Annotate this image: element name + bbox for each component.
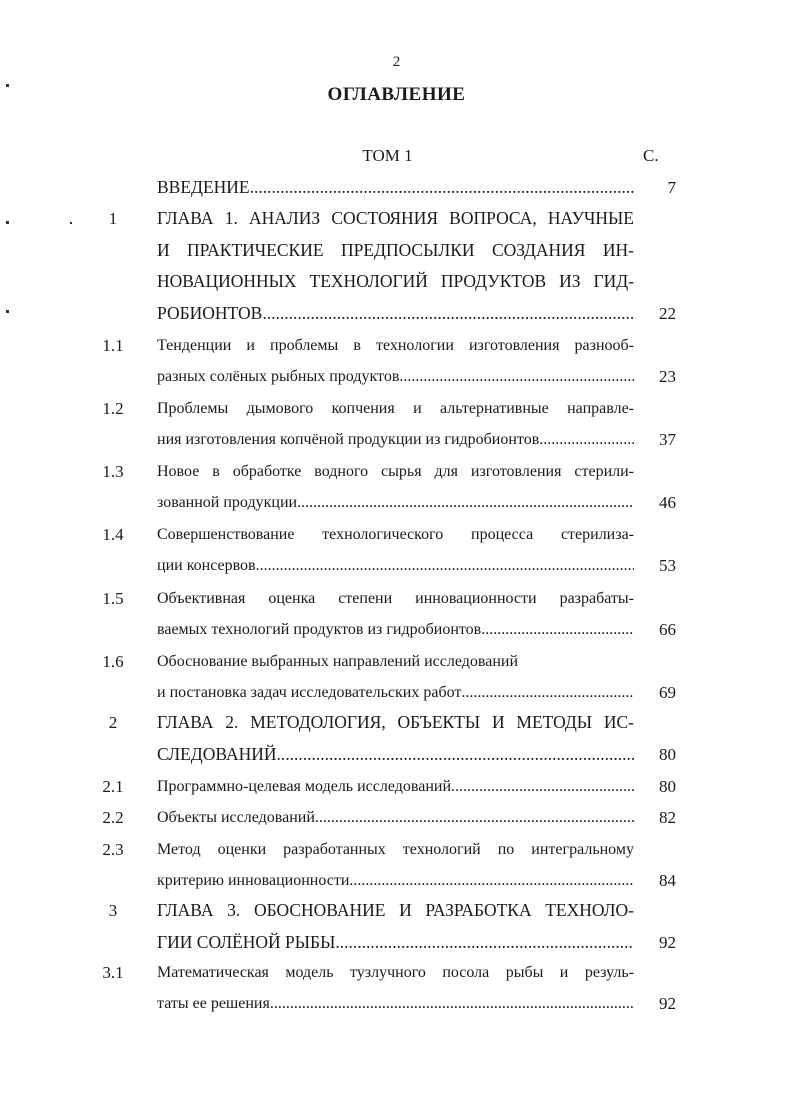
entry-text — [157, 834, 634, 896]
entry-text — [157, 519, 634, 581]
page-title: ОГЛАВЛЕНИЕ — [327, 84, 466, 105]
entry-last-line: разных солёных рыбных продуктов ..... — [157, 361, 634, 392]
entry-last-line: таты ее решения ..... — [157, 988, 634, 1019]
entry-page: 37 — [659, 430, 676, 449]
entry-text — [157, 203, 634, 329]
entry-text — [157, 802, 634, 833]
scan-mark — [6, 221, 9, 224]
entry-text — [157, 707, 634, 770]
entry-page: 7 — [667, 178, 676, 197]
page-column-label: С. — [643, 146, 659, 165]
entry-line: Тенденции и проблемы в технологии изготовления разнооб- — [157, 337, 634, 354]
entry-line: Математическая модель тузлучного посола рыбы и резуль- — [157, 964, 634, 981]
entry-text — [157, 771, 634, 802]
entry-text — [157, 172, 634, 203]
entry-number: 3 — [108, 901, 118, 920]
entry-last-line: Объекты исследований ..... — [157, 802, 634, 833]
entry-last-line: ции консервов ..... — [157, 550, 634, 581]
entry-last-line: ваемых технологий продуктов из гидробионтов ..... — [157, 614, 634, 645]
entry-last-line: СЛЕДОВАНИЙ ..... — [157, 739, 634, 771]
entry-page: 84 — [659, 871, 676, 890]
entry-line: ГЛАВА 1. АНАЛИЗ СОСТОЯНИЯ ВОПРОСА, НАУЧНЫЕ — [157, 208, 634, 228]
entry-page: 23 — [659, 367, 676, 386]
entry-text — [157, 646, 634, 708]
entry-last-line: Программно-целевая модель исследований ..... — [157, 771, 634, 802]
entry-number: 1.4 — [102, 525, 124, 544]
entry-page: 46 — [659, 493, 676, 512]
entry-page: 82 — [659, 808, 676, 827]
entry-page: 92 — [659, 994, 676, 1013]
entry-line: Новое в обработке водного сырья для изготовления стерили- — [157, 463, 634, 480]
entry-number: 2.1 — [102, 777, 124, 796]
entry-line: Обоснование выбранных направлений исследований — [157, 653, 518, 670]
entry-last-line: ния изготовления копчёной продукции из гидробионтов ..... — [157, 424, 634, 455]
entry-page: 69 — [659, 683, 676, 702]
entry-number: 2.2 — [102, 808, 124, 827]
entry-number: 1.1 — [102, 336, 124, 355]
entry-page: 80 — [659, 777, 676, 796]
entry-line: И ПРАКТИЧЕСКИЕ ПРЕДПОСЫЛКИ СОЗДАНИЯ ИН- — [157, 239, 634, 260]
entry-line: Объективная оценка степени инновационности разрабаты- — [157, 590, 634, 607]
entry-line: Проблемы дымового копчения и альтернативные направле- — [157, 400, 634, 417]
scan-mark — [70, 222, 72, 224]
volume-heading: ТОМ 1 — [362, 146, 413, 165]
entry-page: 53 — [659, 556, 676, 575]
entry-number: 1.3 — [102, 462, 124, 481]
entry-text — [157, 456, 634, 518]
entry-number: 1.6 — [102, 652, 124, 671]
entry-number: 3.1 — [102, 963, 124, 982]
entry-number: 1.2 — [102, 399, 124, 418]
entry-last-line: зованной продукции ..... — [157, 487, 634, 518]
entry-text — [157, 393, 634, 455]
entry-text — [157, 895, 634, 958]
entry-text — [157, 583, 634, 645]
entry-page: 80 — [659, 744, 676, 764]
scan-mark — [6, 84, 9, 87]
entry-last-line: РОБИОНТОВ ..... — [157, 298, 634, 330]
entry-last-line: критерию инновационности ..... — [157, 865, 634, 896]
entry-line: Совершенствование технологического процесса стерилиза- — [157, 526, 634, 543]
entry-page: 92 — [659, 932, 676, 952]
entry-text — [157, 957, 634, 1019]
entry-number: 1.5 — [102, 589, 124, 608]
entry-number: 2.3 — [102, 840, 124, 859]
entry-line: Метод оценки разработанных технологий по интегральному — [157, 841, 634, 858]
entry-last-line: и постановка задач исследовательских работ ..... — [157, 677, 634, 708]
entry-line: НОВАЦИОННЫХ ТЕХНОЛОГИЙ ПРОДУКТОВ ИЗ ГИД- — [157, 271, 634, 291]
entry-number: 1 — [108, 209, 118, 228]
entry-page: 66 — [659, 620, 676, 639]
entry-page: 22 — [659, 303, 676, 323]
entry-last-line: ГИИ СОЛЁНОЙ РЫБЫ ..... — [157, 927, 634, 959]
entry-line: ГЛАВА 3. ОБОСНОВАНИЕ И РАЗРАБОТКА ТЕХНОЛО- — [157, 900, 634, 920]
page-number: 2 — [392, 54, 401, 70]
entry-last-line: ВВЕДЕНИЕ ..... — [157, 172, 634, 203]
entry-number: 2 — [108, 713, 118, 732]
scan-mark — [6, 310, 9, 313]
entry-line: ГЛАВА 2. МЕТОДОЛОГИЯ, ОБЪЕКТЫ И МЕТОДЫ ИС- — [157, 712, 634, 732]
entry-text — [157, 330, 634, 392]
